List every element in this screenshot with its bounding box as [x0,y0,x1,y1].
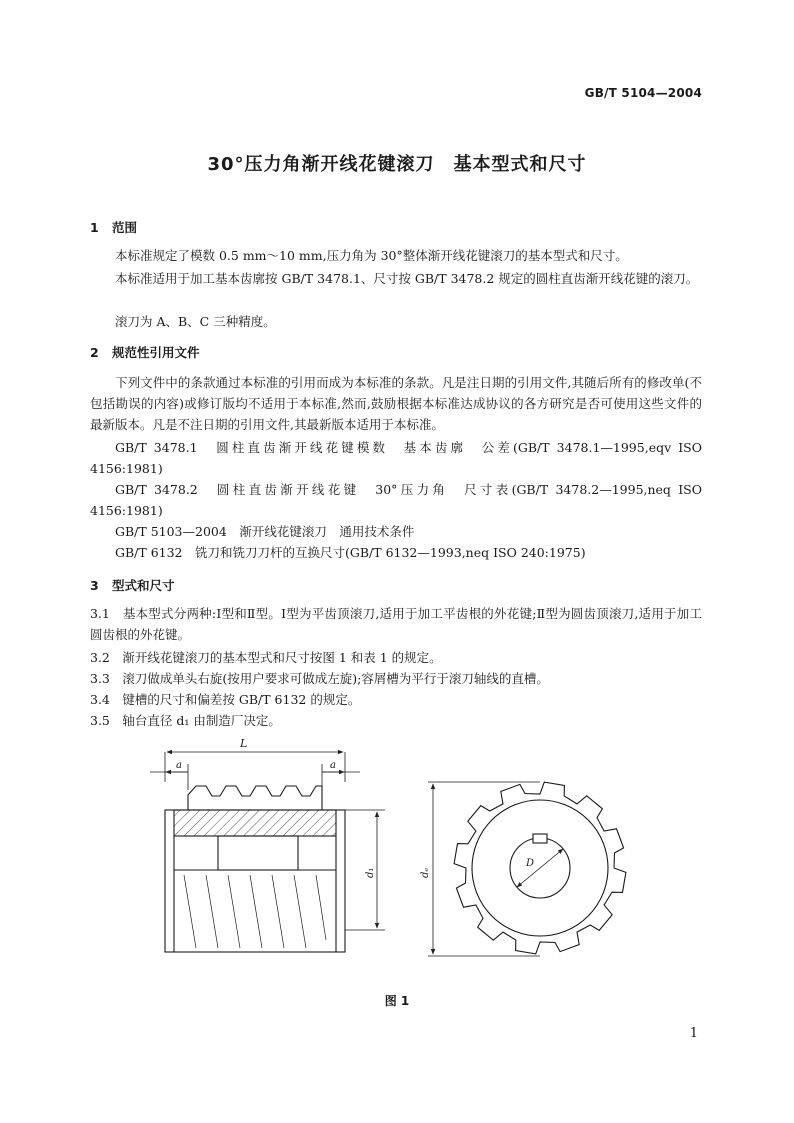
section-1-heading [90,218,137,236]
section-number: 3 [90,578,99,593]
section-title: 范围 [112,220,138,235]
section-title: 规范性引用文件 [112,345,200,360]
dim-label-de: dₑ [420,867,431,878]
dim-label-L: L [240,737,248,750]
reference-item: GB/T 3478.2 圆柱直齿渐开线花键 30°压力角 尺寸表(GB/T 3478.2—1995,neq ISO 4156:1981) [90,482,702,518]
reference-item: GB/T 5103—2004 渐开线花键滚刀 通用技术条件 [115,524,415,539]
page-title: 30°压力角渐开线花键滚刀 基本型式和尺寸 [207,154,587,175]
figure-caption: 图 1 [384,994,410,1008]
paragraph: 滚刀为 A、B、C 三种精度。 [115,314,276,329]
hob-end-view [428,782,626,956]
paragraph: 本标准适用于加工基本齿廓按 GB/T 3478.1、尺寸按 GB/T 3478.2 规定的圆柱直齿渐开线花键的滚刀。 [115,271,699,286]
standard-code: GB/T 5104—2004 [584,86,702,100]
reference-item: GB/T 3478.1 圆柱直齿渐开线花键模数 基本齿廓 公差(GB/T 3478.1—1995,eqv ISO 4156:1981) [90,440,702,476]
clause-3-5: 3.5 轴台直径 d₁ 由制造厂决定。 [90,713,281,728]
dim-label-D: D [526,858,535,869]
paragraph: 本标准规定了模数 0.5 mm～10 mm,压力角为 30°整体渐开线花键滚刀的基本型式和尺寸。 [115,248,628,263]
reference-item: GB/T 6132 铣刀和铣刀刀杆的互换尺寸(GB/T 6132—1993,neq ISO 240:1975) [115,545,586,560]
dim-label-d1: d₁ [365,867,376,878]
section-number: 1 [90,220,99,235]
clause-3-4: 3.4 键槽的尺寸和偏差按 GB/T 6132 的规定。 [90,692,361,707]
section-number: 2 [90,345,99,360]
page-number: 1 [689,1026,698,1041]
section-title: 型式和尺寸 [112,578,175,593]
clause-3-1: 3.1 基本型式分两种:Ⅰ型和Ⅱ型。Ⅰ型为平齿顶滚刀,适用于加工平齿根的外花键;Ⅱ型为圆齿顶滚刀,适用于加工圆齿根的外花键。 [90,606,702,642]
dim-label-a-left: a [176,760,182,771]
section-3-heading [90,576,175,594]
clause-3-3: 3.3 滚刀做成单头右旋(按用户要求可做成左旋);容屑槽为平行于滚刀轴线的直槽。 [90,671,549,686]
paragraph: 下列文件中的条款通过本标准的引用而成为本标准的条款。凡是注日期的引用文件,其随后所有的修改单(不包括勘误的内容)或修订版均不适用于本标准,然而,鼓励根据本标准达成协议的各方研究是否可使用这些文件的最新版本。凡是不注日期的引用文件,其最新版本适用于本标准。 [90,375,702,432]
section-2-heading [90,343,200,361]
dim-label-a-right: a [330,760,336,771]
clause-3-2: 3.2 渐开线花键滚刀的基本型式和尺寸按图 1 和表 1 的规定。 [90,650,442,665]
hob-side-view [150,752,385,952]
